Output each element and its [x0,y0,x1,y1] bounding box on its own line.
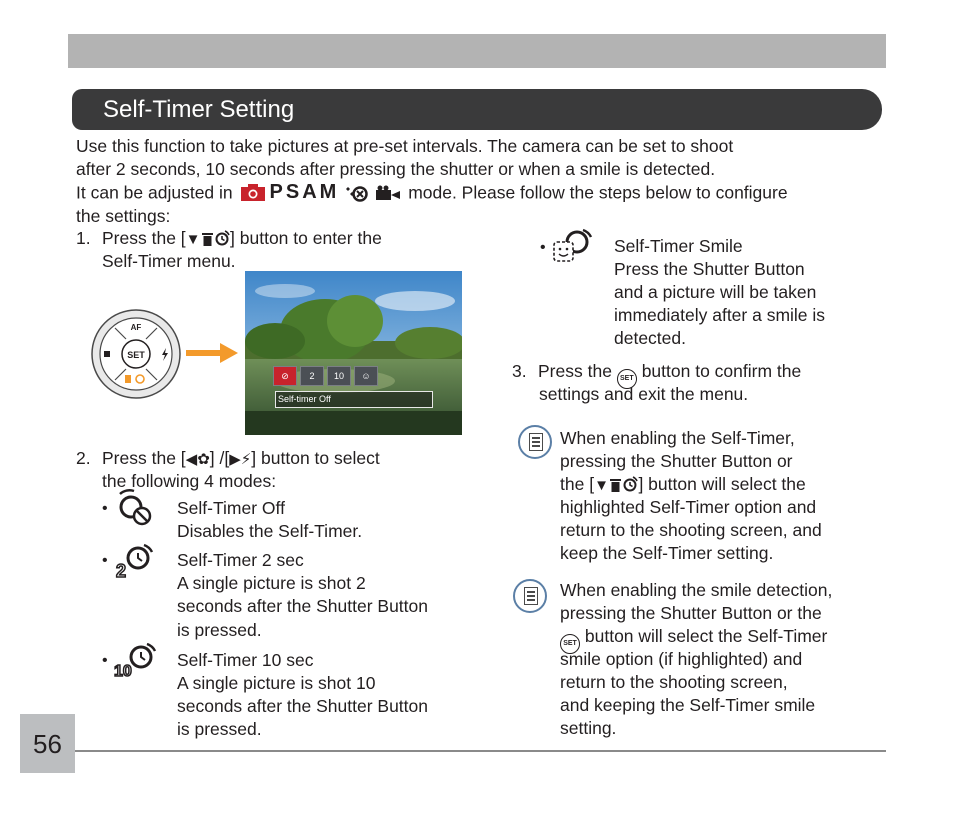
step-text: Press the [ [102,228,186,248]
dpad-center-label: SET [127,350,145,360]
step-text: ] button to select [251,448,380,468]
mode-smile-desc: detected. [614,328,686,348]
note-2-line: setting. [560,718,617,738]
dpad-trash-icon [125,375,131,383]
mode-off-name: Self-Timer Off [177,498,285,518]
set-button-icon: SET [617,369,637,389]
timer-number: 2 [116,561,127,581]
intro-line: the settings: [76,205,171,226]
mode-10s-desc: seconds after the Shutter Button [177,696,428,716]
dpad-top-label: AF [130,323,142,332]
mode-smile-desc: and a picture will be taken [614,282,817,302]
note-2-line: When enabling the smile detection, [560,580,833,600]
intro-line-modes [76,181,886,205]
top-band [68,34,886,68]
mode-10s-name: Self-Timer 10 sec [177,650,314,670]
footer-rule [75,750,886,752]
down-arrow-delete-timer-icons: ▼ [594,474,638,497]
left-macro-icons: ◀✿ [185,451,210,468]
psam-modes: PSAM [269,181,340,203]
timer-number: 10 [114,663,132,680]
step-text: Press the [538,361,612,381]
step-1 [76,227,382,251]
self-timer-icon [622,476,638,492]
mode-off-desc: Disables the Self-Timer. [177,521,363,541]
note-2-line: and keeping the Self-Timer smile [560,695,816,715]
intro-line: after 2 seconds, 10 seconds after pressing the shutter or when a smile is detected. [76,159,716,179]
self-timer-icon [214,230,230,246]
note-1-line [560,473,806,497]
bullet: • [102,652,108,669]
down-arrow-delete-timer-icons: ▼ [186,228,230,251]
timer-smile-tab[interactable]: ☺ [354,366,378,386]
mode-10s-desc: A single picture is shot 10 [177,673,376,693]
mode-smile-desc: immediately after a smile is [614,305,826,325]
self-timer-off-icon [114,489,154,527]
note-text: ] button will select the [638,474,806,494]
camera-screen-preview [245,271,462,435]
note-1-line: keep the Self-Timer setting. [560,543,774,563]
note-2-line: pressing the Shutter Button or the [560,603,822,623]
note-1-line: pressing the Shutter Button or [560,451,793,471]
right-flash-icons: ▶⚡ [229,451,252,468]
arrow-right-icon [186,343,238,363]
page-number: 56 [33,729,62,759]
intro-line: Use this function to take pictures at pre-set intervals. The camera can be set to shoot [76,136,734,156]
mode-smile-desc: Press the Shutter Button [614,259,805,279]
page-title: Self-Timer Setting [103,96,295,123]
auto-mode-camera-icon [240,184,266,202]
mode-10s-desc: is pressed. [177,719,262,739]
step-text: Press the [ [102,448,186,468]
intro-line-suffix: mode. Please follow the steps below to configure [408,182,788,203]
macro-icon [104,351,110,357]
step-text: button to confirm the [641,361,802,381]
note-icon [513,579,547,613]
note-1-line: When enabling the Self-Timer, [560,428,795,448]
note-text: button will select the Self-Timer [584,626,828,646]
timer-10s-tab[interactable]: 10 [327,366,351,386]
mode-smile-name: Self-Timer Smile [614,236,743,256]
step-number: 1. [76,228,91,248]
trash-icon [610,478,621,492]
step-text: ] button to enter the [230,228,382,248]
set-button-icon: SET [560,634,580,654]
note-2-line: smile option (if highlighted) and [560,649,803,669]
trash-icon [202,232,213,246]
step-number: 3. [512,361,527,381]
note-text: the [ [560,474,595,494]
mode-2s-name: Self-Timer 2 sec [177,550,304,570]
scene-mode-icon [343,184,371,202]
self-timer-2s-icon [114,543,156,581]
note-1-line: return to the shooting screen, and [560,520,822,540]
bullet: • [102,500,108,517]
movie-mode-icon [375,185,401,201]
timer-2s-tab[interactable]: 2 [300,366,324,386]
dpad-illustration [90,308,182,400]
bullet: • [102,552,108,569]
mode-2s-desc: seconds after the Shutter Button [177,596,428,616]
self-timer-smile-icon [551,228,593,266]
bullet: • [540,239,546,256]
screen-option-label: Self-timer Off [275,391,433,408]
step-text: ] /[ [209,448,230,468]
step-2 [76,447,380,471]
note-1-line: highlighted Self-Timer option and [560,497,817,517]
mode-2s-desc: A single picture is shot 2 [177,573,366,593]
note-icon [518,425,552,459]
self-timer-10s-icon [112,643,158,681]
note-2-line: return to the shooting screen, [560,672,788,692]
landscape-photo [245,271,462,435]
step-1-line-2: Self-Timer menu. [102,251,236,271]
mode-icons [240,181,402,204]
step-number: 2. [76,448,91,468]
intro-paragraph [76,135,886,228]
timer-off-tab[interactable]: ⊘ [273,366,297,386]
intro-line-prefix: It can be adjusted in [76,182,233,203]
mode-2s-desc: is pressed. [177,620,262,640]
step-2-line-2: the following 4 modes: [102,471,277,491]
step-3-line-2: settings and exit the menu. [539,384,749,404]
